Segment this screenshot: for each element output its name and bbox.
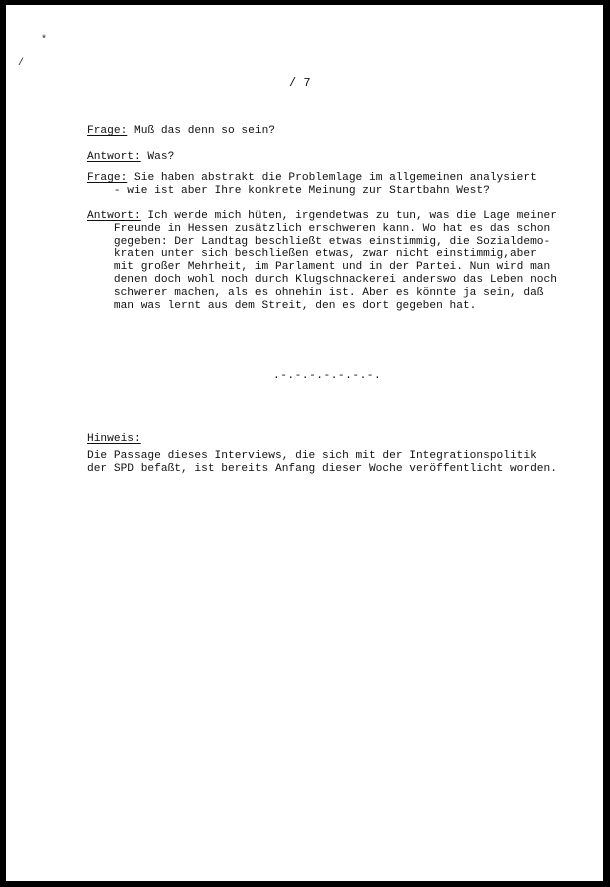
answer-text-line: Freunde in Hessen zusätzlich erschweren kann. Wo hat es das schon	[87, 222, 551, 235]
note-text	[87, 450, 557, 476]
note-heading: Hinweis:	[87, 433, 141, 445]
answer-text-line: kraten unter sich beschließen etwas, zwar nicht einstimmig,aber	[87, 248, 537, 261]
margin-tick-mark: /	[18, 58, 25, 69]
note-text-line: Die Passage dieses Interviews, die sich mit der Integrationspolitik	[87, 450, 537, 462]
question-text: Muß das denn so sein?	[127, 125, 275, 137]
answer-label: Antwort:	[87, 210, 141, 222]
answer-text-line: denen doch wohl noch durch Klugschnackerei anderswo das Leben noch	[87, 273, 557, 286]
question-label: Frage:	[87, 125, 128, 137]
margin-star-mark: *	[41, 35, 48, 46]
answer-text-line: man was lernt aus dem Streit, den es dort gegeben hat.	[87, 299, 477, 312]
page-number: / 7	[289, 76, 311, 90]
question-label: Frage:	[87, 172, 128, 184]
answer-label: Antwort:	[87, 151, 141, 163]
document-page	[6, 5, 603, 881]
answer-text: Was?	[140, 151, 175, 163]
note-text-line: der SPD befaßt, ist bereits Anfang dieser Woche veröffentlicht worden.	[87, 462, 557, 475]
question-1	[87, 125, 587, 138]
answer-1	[87, 151, 587, 164]
answer-2	[87, 210, 587, 312]
question-text-line: Sie haben abstrakt die Problemlage im allgemeinen analysiert	[127, 172, 537, 184]
answer-text-line: gegeben: Der Landtag beschließt etwas einstimmig, die Sozialdemo-	[87, 235, 551, 248]
answer-text-line: mit großer Mehrheit, im Parlament und in der Partei. Nun wird man	[87, 261, 551, 274]
section-divider: .-.-.-.-.-.-.-.	[273, 370, 382, 382]
question-2	[87, 172, 587, 198]
question-text-line: - wie ist aber Ihre konkrete Meinung zur Startbahn West?	[87, 184, 490, 197]
answer-text-line: schwerer machen, als es ohnehin ist. Aber es könnte ja sein, daß	[87, 286, 544, 299]
answer-text-line: Ich werde mich hüten, irgendetwas zu tun, was die Lage meiner	[140, 210, 557, 222]
